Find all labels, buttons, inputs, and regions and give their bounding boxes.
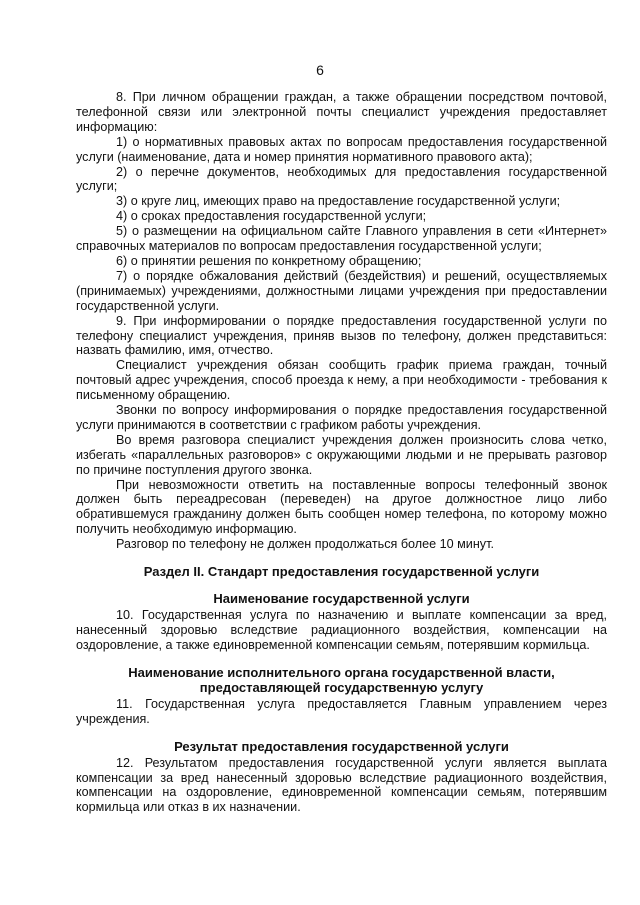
paragraph: При невозможности ответить на поставленные вопросы телефонный звонок должен быть переадресован (переведен) на другое должностное лицо либо обратившемуся гражданину должен быть сообщен номер телефона, по которому можно получить необходимую информацию. bbox=[76, 477, 607, 537]
subsection-title-line: Наименование исполнительного органа государственной власти, bbox=[128, 664, 555, 680]
paragraph: 7) о порядке обжалования действий (бездействия) и решений, осуществляемых (принимаемых) учреждениями, должностными лицами учреждения при предоставлении государственной услуги. bbox=[76, 268, 607, 313]
paragraph: 8. При личном обращении граждан, а также обращении посредством почтовой, телефонной связи или электронной почты специалист учреждения предоставляет информацию: bbox=[76, 90, 607, 134]
paragraph: 12. Результатом предоставления государственной услуги является выплата компенсации за вред нанесенный здоровью вследствие радиационного воздействия, компенсации на оздоровление, единовременной компенсации семьям, потерявшим кормильца или отказ в их назначении. bbox=[76, 755, 607, 815]
subsection-title-authority bbox=[76, 665, 607, 695]
paragraph: 4) о сроках предоставления государственной услуги; bbox=[116, 209, 427, 224]
paragraph: 10. Государственная услуга по назначению и выплате компенсации за вред, нанесенный здоровью вследствие радиационного воздействия, компенсации на оздоровление, а также единовременной компенсации семьям, потерявшим кормильца. bbox=[76, 608, 607, 652]
paragraph: 11. Государственная услуга предоставляется Главным управлением через учреждения. bbox=[76, 696, 607, 726]
paragraph: Звонки по вопросу информирования о порядке предоставления государственной услуги принимаются в соответствии с графиком работы учреждения. bbox=[76, 403, 607, 432]
subsection-title-service-name: Наименование государственной услуги bbox=[213, 591, 470, 607]
section-title: Раздел II. Стандарт предоставления государственной услуги bbox=[143, 564, 540, 580]
document-body bbox=[76, 90, 607, 815]
paragraph: Во время разговора специалист учреждения должен произносить слова четко, избегать «параллельных разговоров» с окружающими людьми и не прерывать разговор по причине поступления другого звонка. bbox=[76, 432, 607, 477]
paragraph: 5) о размещении на официальном сайте Главного управления в сети «Интернет» справочных материалов по вопросам предоставления государственной услуги; bbox=[76, 224, 607, 254]
subsection-title-line: предоставляющей государственную услугу bbox=[199, 679, 484, 695]
subsection-title-result: Результат предоставления государственной услуги bbox=[174, 738, 509, 754]
paragraph: 3) о круге лиц, имеющих право на предоставление государственной услуги; bbox=[116, 194, 561, 209]
paragraph: Разговор по телефону не должен продолжаться более 10 минут. bbox=[116, 537, 494, 552]
paragraph: 9. При информировании о порядке предоставления государственной услуги по телефону специалист учреждения, приняв вызов по телефону, должен представиться: назвать фамилию, имя, отчество. bbox=[76, 313, 607, 358]
paragraph: 6) о принятии решения по конкретному обращению; bbox=[116, 253, 422, 268]
page-number: 6 bbox=[316, 62, 324, 78]
paragraph: Специалист учреждения обязан сообщить график приема граждан, точный почтовый адрес учреждения, способ проезда к нему, а при необходимости - требования к письменному обращению. bbox=[76, 358, 607, 403]
paragraph: 2) о перечне документов, необходимых для предоставления государственной услуги; bbox=[76, 164, 607, 194]
paragraph: 1) о нормативных правовых актах по вопросам предоставления государственной услуги (наименование, дата и номер принятия нормативного правового акта); bbox=[76, 134, 607, 164]
